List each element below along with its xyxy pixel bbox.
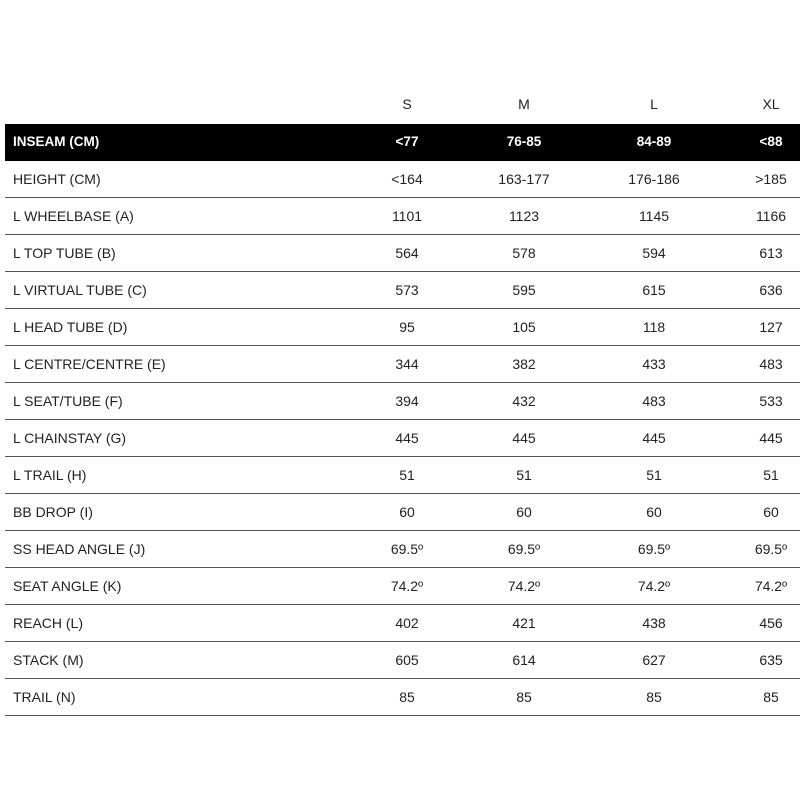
row-label: TRAIL (N) bbox=[13, 689, 76, 705]
cell-value: 95 bbox=[399, 319, 415, 335]
cell-value: 445 bbox=[395, 430, 419, 446]
row-label: L HEAD TUBE (D) bbox=[13, 319, 128, 335]
cell-value: 85 bbox=[763, 689, 779, 705]
cell-value: 1123 bbox=[508, 208, 540, 224]
cell-value: 627 bbox=[642, 652, 666, 668]
size-label-l: L bbox=[650, 96, 658, 112]
cell-value: 394 bbox=[395, 393, 419, 409]
cell-value: 85 bbox=[516, 689, 532, 705]
row-label: L SEAT/TUBE (F) bbox=[13, 393, 123, 409]
row-label: L TOP TUBE (B) bbox=[13, 245, 116, 261]
table-row bbox=[5, 198, 800, 235]
cell-value: 456 bbox=[759, 615, 783, 631]
cell-value: 595 bbox=[512, 282, 536, 298]
table-row bbox=[5, 568, 800, 605]
cell-value: 85 bbox=[399, 689, 415, 705]
cell-value: 60 bbox=[763, 504, 779, 520]
cell-value: 69.5º bbox=[637, 541, 671, 557]
cell-value: 1101 bbox=[391, 208, 423, 224]
cell-value: 118 bbox=[642, 319, 666, 335]
table-row bbox=[5, 679, 800, 716]
cell-value: 421 bbox=[512, 615, 536, 631]
cell-value: 344 bbox=[395, 356, 419, 372]
cell-value: 74.2º bbox=[390, 578, 424, 594]
cell-value: 74.2º bbox=[507, 578, 541, 594]
cell-value: 573 bbox=[395, 282, 419, 298]
cell-value: 163-177 bbox=[498, 171, 550, 187]
row-label: L VIRTUAL TUBE (C) bbox=[13, 282, 147, 298]
cell-value: 60 bbox=[646, 504, 662, 520]
row-label: L CENTRE/CENTRE (E) bbox=[13, 356, 166, 372]
cell-value: 432 bbox=[512, 393, 536, 409]
cell-value: 1145 bbox=[638, 208, 670, 224]
cell-value: 594 bbox=[642, 245, 666, 261]
row-label: BB DROP (I) bbox=[13, 504, 93, 520]
size-label-xl: XL bbox=[762, 96, 780, 112]
cell-value: 69.5º bbox=[507, 541, 541, 557]
cell-value: 614 bbox=[512, 652, 536, 668]
geometry-table bbox=[5, 124, 800, 716]
cell-value: 483 bbox=[759, 356, 783, 372]
cell-value: 402 bbox=[395, 615, 419, 631]
table-row bbox=[5, 642, 800, 679]
row-label: L CHAINSTAY (G) bbox=[13, 430, 127, 446]
cell-value: 85 bbox=[646, 689, 662, 705]
cell-value: 445 bbox=[512, 430, 536, 446]
cell-value: 69.5º bbox=[390, 541, 424, 557]
cell-value: 74.2º bbox=[637, 578, 671, 594]
cell-value: 605 bbox=[395, 652, 419, 668]
table-row bbox=[5, 605, 800, 642]
table-row bbox=[5, 272, 800, 309]
cell-value: <88 bbox=[759, 134, 783, 149]
table-row bbox=[5, 161, 800, 198]
cell-value: 564 bbox=[395, 245, 419, 261]
size-header-row bbox=[5, 88, 800, 124]
cell-value: 176-186 bbox=[628, 171, 680, 187]
cell-value: 76-85 bbox=[506, 134, 542, 149]
cell-value: 69.5º bbox=[754, 541, 788, 557]
cell-value: >185 bbox=[755, 171, 787, 187]
row-label: REACH (L) bbox=[13, 615, 84, 631]
row-label: SS HEAD ANGLE (J) bbox=[13, 541, 146, 557]
cell-value: <164 bbox=[391, 171, 423, 187]
row-label: STACK (M) bbox=[13, 652, 84, 668]
row-label: L TRAIL (H) bbox=[13, 467, 87, 483]
cell-value: 533 bbox=[759, 393, 783, 409]
row-label: HEIGHT (CM) bbox=[13, 171, 101, 187]
cell-value: 51 bbox=[516, 467, 532, 483]
cell-value: 51 bbox=[763, 467, 779, 483]
row-label: SEAT ANGLE (K) bbox=[13, 578, 122, 594]
cell-value: 1166 bbox=[755, 208, 787, 224]
table-header-row bbox=[5, 124, 800, 161]
cell-value: 84-89 bbox=[636, 134, 672, 149]
table-row bbox=[5, 531, 800, 568]
cell-value: 438 bbox=[642, 615, 666, 631]
cell-value: 74.2º bbox=[754, 578, 788, 594]
cell-value: 635 bbox=[759, 652, 783, 668]
row-label: L WHEELBASE (A) bbox=[13, 208, 134, 224]
size-label-m: M bbox=[518, 96, 530, 112]
cell-value: 127 bbox=[759, 319, 783, 335]
table-row bbox=[5, 420, 800, 457]
cell-value: 613 bbox=[759, 245, 783, 261]
size-label-s: S bbox=[402, 96, 412, 112]
cell-value: 382 bbox=[512, 356, 536, 372]
cell-value: 636 bbox=[759, 282, 783, 298]
cell-value: <77 bbox=[395, 134, 419, 149]
cell-value: 445 bbox=[759, 430, 783, 446]
cell-value: 615 bbox=[642, 282, 666, 298]
table-row bbox=[5, 235, 800, 272]
cell-value: 51 bbox=[399, 467, 415, 483]
cell-value: 60 bbox=[516, 504, 532, 520]
row-label: INSEAM (CM) bbox=[13, 134, 100, 149]
cell-value: 105 bbox=[512, 319, 536, 335]
table-row bbox=[5, 457, 800, 494]
table-row bbox=[5, 309, 800, 346]
table-row bbox=[5, 494, 800, 531]
cell-value: 60 bbox=[399, 504, 415, 520]
cell-value: 445 bbox=[642, 430, 666, 446]
table-row bbox=[5, 383, 800, 420]
table-row bbox=[5, 346, 800, 383]
cell-value: 483 bbox=[642, 393, 666, 409]
cell-value: 433 bbox=[642, 356, 666, 372]
cell-value: 51 bbox=[646, 467, 662, 483]
cell-value: 578 bbox=[512, 245, 536, 261]
